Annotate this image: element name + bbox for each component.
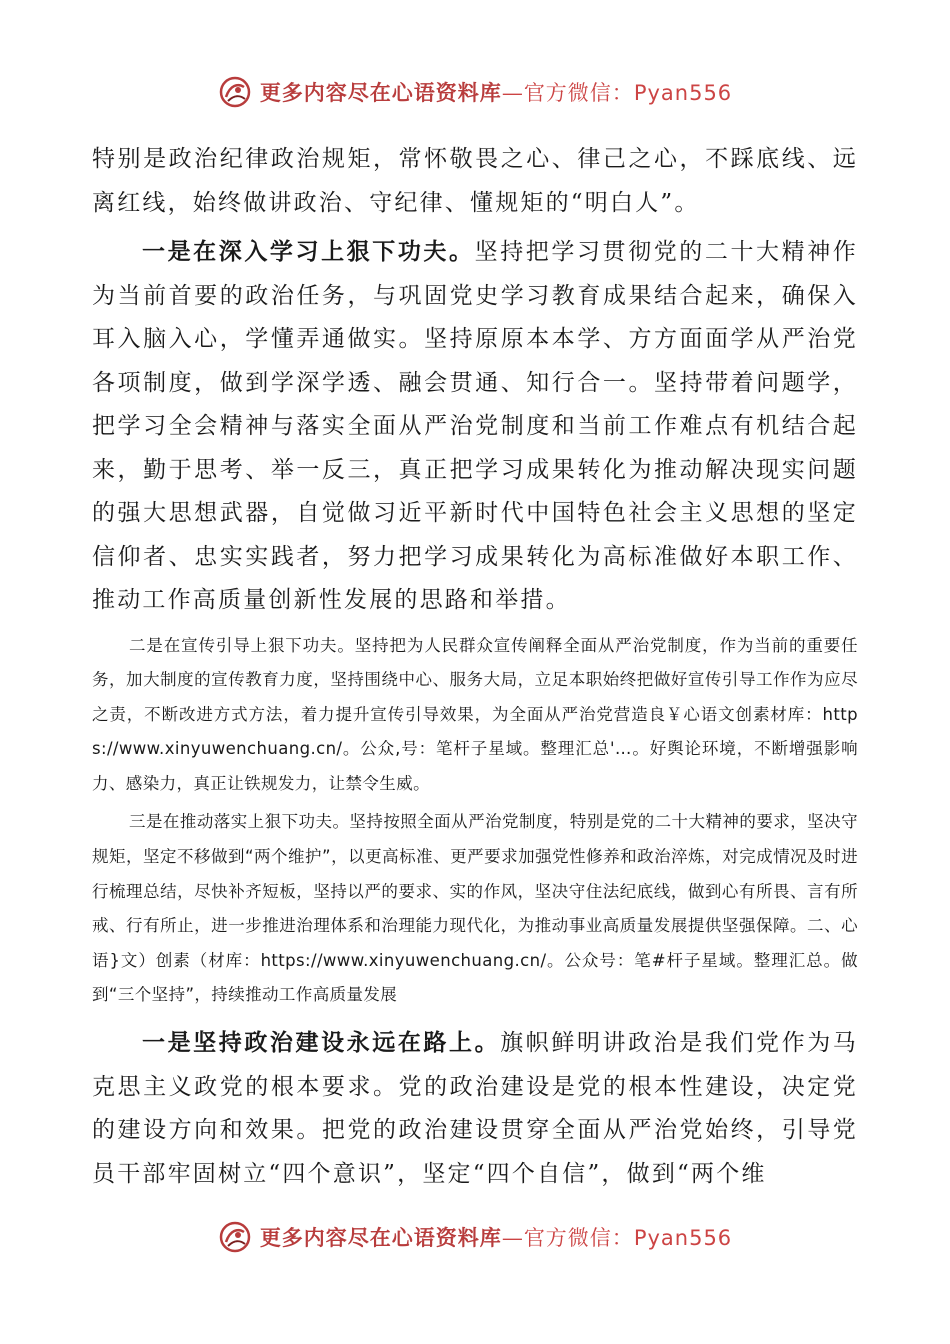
paragraph-political-building-heading: 一是坚持政治建设永远在路上。 <box>142 1029 501 1057</box>
footer-wechat-id: Pyan556 <box>633 1226 733 1250</box>
paragraph-political-building <box>92 1021 858 1196</box>
footer-wechat-label: 官方微信： <box>523 1226 634 1250</box>
paragraph-study <box>92 230 858 623</box>
banner-separator: — <box>501 81 524 105</box>
paragraph-political-building-body: 旗帜鲜明讲政治是我们党作为马克思主义政党的根本要求。党的政治建设是党的根本性建设，决定党的建设方向和效果。把党的政治建设贯穿全面从严治党始终，引导党员干部牢固树立“四个意识”，坚定“四个自信”，做到“两个维 <box>92 1030 858 1187</box>
paragraph-study-heading: 一是在深入学习上狠下功夫。 <box>142 238 475 265</box>
paragraph-study-body: 坚持把学习贯彻党的二十大精神作为当前首要的政治任务，与巩固党史学习教育成果结合起来，确保入耳入脑入心，学懂弄通做实。坚持原原本本学、方方面面学从严治党各项制度，做到学深学透、融会贯通、知行合一。坚持带着问题学，把学习全会精神与落实全面从严治党制度和当前工作难点有机结合起来，勤于思考、举一反三，真正把学习成果转化为推动解决现实问题的强大思想武器，自觉做习近平新时代中国特色社会主义思想的坚定信仰者、忠实实践者，努力把学习成果转化为高标准做好本职工作、推动工作高质量创新性发展的思路和举措。 <box>92 239 858 613</box>
document-body <box>92 138 858 1196</box>
paragraph-continuation: 特别是政治纪律政治规矩，常怀敬畏之心、律己之心，不踩底线、远离红线，始终做讲政治、守纪律、懂规矩的“明白人”。 <box>92 146 858 216</box>
banner-wechat-id: Pyan556 <box>633 81 733 105</box>
banner-main-text: 更多内容尽在心语资料库 <box>259 80 502 105</box>
banner-wechat-label: 官方微信： <box>523 81 634 105</box>
paragraph-implementation: 三是在推动落实上狠下功夫。坚持按照全面从严治党制度，特别是党的二十大精神的要求，坚决守规矩，坚定不移做到“两个维护”，以更高标准、更严要求加强党性修养和政治淬炼，对完成情况及时进行梳理总结，尽快补齐短板，坚持以严的要求、实的作风，坚决守住法纪底线，做到心有所畏、言有所戒、行有所止，进一步推进治理体系和治理能力现代化，为推动事业高质量发展提供坚强保障。二、心语}文）创素（材库：https://www.xinyuwenchuang.cn/。公众号：笔#杆子星域。整理汇总。做到“三个坚持”，持续推动工作高质量发展 <box>92 812 858 1005</box>
xinyu-logo-icon <box>218 1220 252 1254</box>
footer-banner <box>0 1215 950 1259</box>
footer-separator: — <box>501 1226 524 1250</box>
footer-main-text: 更多内容尽在心语资料库 <box>259 1225 502 1250</box>
xinyu-logo-icon <box>218 75 252 109</box>
paragraph-publicity: 二是在宣传引导上狠下功夫。坚持把为人民群众宣传阐释全面从严治党制度，作为当前的重要任务，加大制度的宣传教育力度，坚持围绕中心、服务大局，立足本职始终把做好宣传引导工作作为应尽之责，不断改进方式方法，着力提升宣传引导效果，为全面从严治党营造良￥心语文创素材库：https://www.xinyuwenchuang.cn/。公众,号：笔杆子星域。整理汇总'…。好舆论环境，不断增强影响力、感染力，真正让铁规发力，让禁令生威。 <box>92 635 858 793</box>
header-banner <box>0 70 950 114</box>
